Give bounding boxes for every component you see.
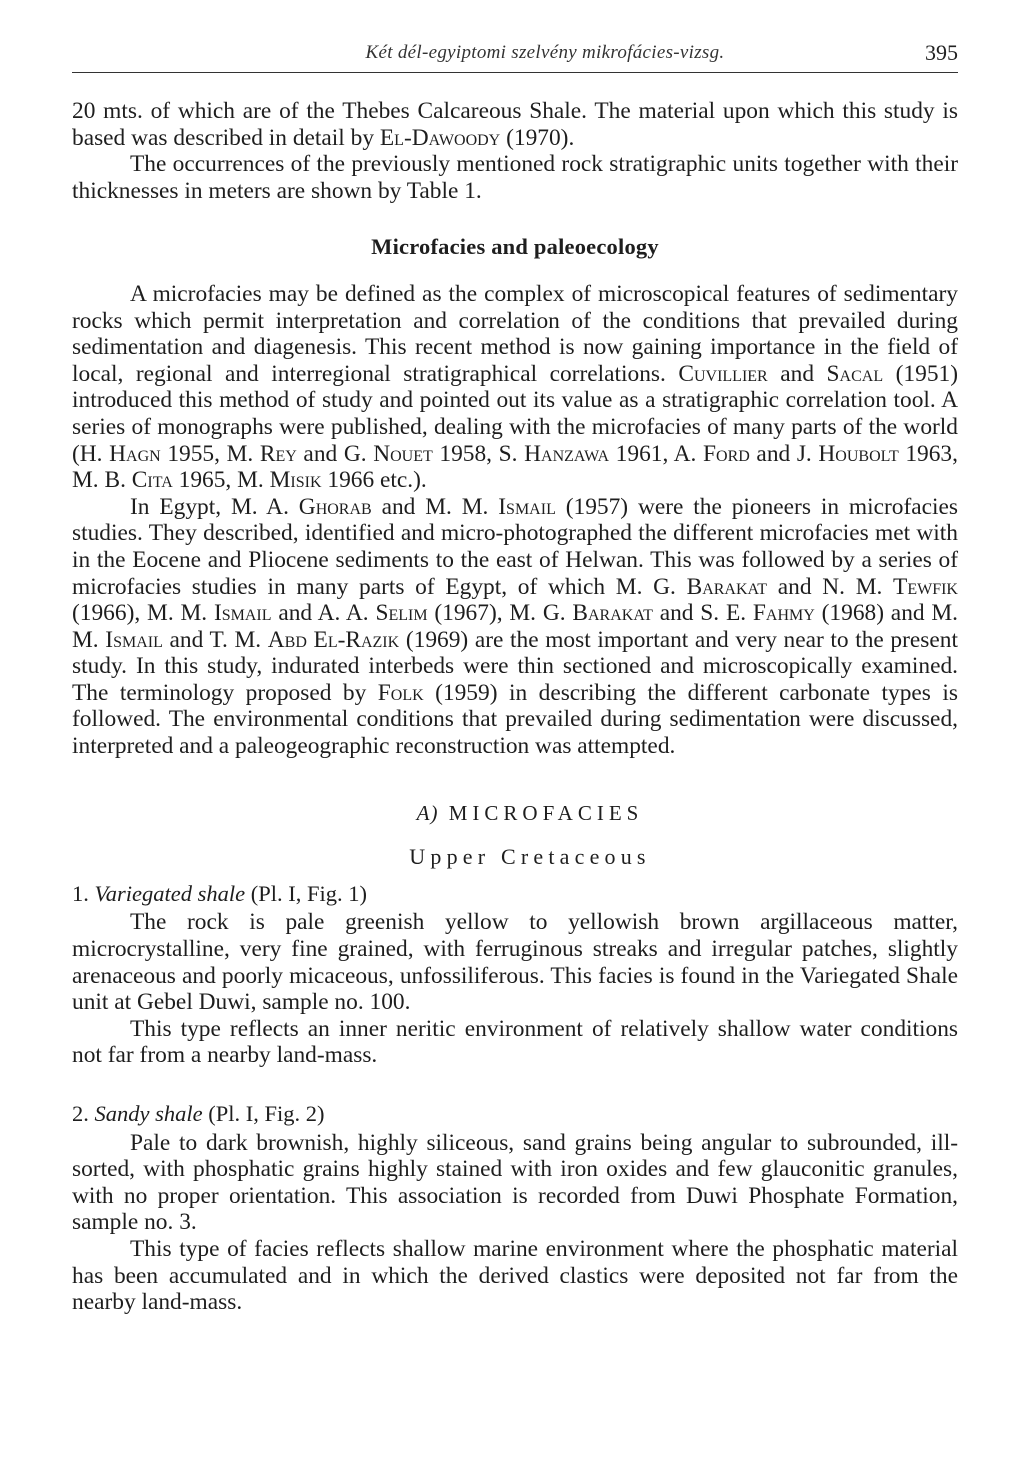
running-title: Két dél-egyiptomi szelvény mikrofácies-vizsg. (365, 42, 725, 63)
facies-heading-2: 2. Sandy shale (Pl. I, Fig. 2) (72, 1101, 325, 1126)
intro-paragraph-2: The occurrences of the previously mentioned rock stratigraphic units together with their thicknesses in meters are shown by Table 1. (72, 151, 958, 204)
egypt-studies-paragraph: In Egypt, M. A. Ghorab and M. M. Ismail (1957) were the pioneers in microfacies studies. They described, identified and micro-photographed the different microfacies met with in the Eocene and Pliocene sediments to the east of Helwan. This was followed by a series of microfacies studies in many parts of Egypt, of which M. G. Barakat and N. M. Tewfik (1966), M. M. Ismail and A. A. Selim (1967), M. G. Barakat and S. E. Fahmy (1968) and M. M. Ismail and T. M. Abd El-Razik (1969) are the most important and very near to the present study. In this study, indurated interbeds were thin sectioned and microscopically examined. The terminology proposed by Folk (1959) in describing the different carbonate types is followed. The environmental conditions that prevailed during sedimentation were discussed, interpreted and a paleogeographic reconstruction was attempted. (72, 493, 959, 760)
facies-interpretation-1: This type reflects an inner neritic environment of relatively shallow water conditions not far from a nearby land-mass. (72, 1015, 958, 1069)
microfacies-heading: A) MICROFACIES (416, 800, 644, 825)
facies-description-1: The rock is pale greenish yellow to yellowish brown argillaceous matter, microcrystalline, very fine grained, with ferruginous streaks and irregular patches, slightly arenaceous and poorly micaceous, unfossiliferous. This facies is found in the Variegated Shale unit at Gebel Duwi, sample no. 100. (72, 909, 958, 1016)
page-number: 395 (925, 40, 958, 65)
period-heading: Upper Cretaceous (409, 844, 651, 870)
intro-paragraph-1: 20 mts. of which are of the Thebes Calcareous Shale. The material upon which this study is based was described in detail by El-Dawoody (1970). (72, 98, 958, 151)
section-heading: Microfacies and paleoecology (371, 234, 659, 260)
facies-interpretation-2: This type of facies reflects shallow marine environment where the phosphatic material has been accumulated and in which the derived clastics were deposited not far from the nearby land-mass. (72, 1235, 958, 1316)
microfacies-definition-paragraph: A microfacies may be defined as the complex of microscopical features of sedimentary rocks which permit interpretation and correlation of the conditions that prevailed during sedimentation and diagenesis. This recent method is now gaining importance in the field of local, regional and interregional stratigraphical correlations. Cuvillier and Sacal (1951) introduced this method of study and pointed out its value as a stratigraphic correlation tool. A series of monographs were published, dealing with the microfacies of many parts of the world (H. Hagn 1955, M. Rey and G. Nouet 1958, S. Hanzawa 1961, A. Ford and J. Houbolt 1963, M. B. Cita 1965, M. Misik 1966 etc.). (72, 280, 959, 494)
running-header (72, 38, 958, 73)
author-name: El-Dawoody (379, 124, 501, 151)
facies-description-2: Pale to dark brownish, highly siliceous, sand grains being angular to subrounded, ill-sorted, with phosphatic grains highly stained with iron oxides and few glauconitic granules, with no proper orientation. This association is recorded from Duwi Phosphate Formation, sample no. 3. (72, 1129, 958, 1236)
facies-heading-1: 1. Variegated shale (Pl. I, Fig. 1) (72, 880, 367, 906)
body-text (72, 98, 958, 1316)
